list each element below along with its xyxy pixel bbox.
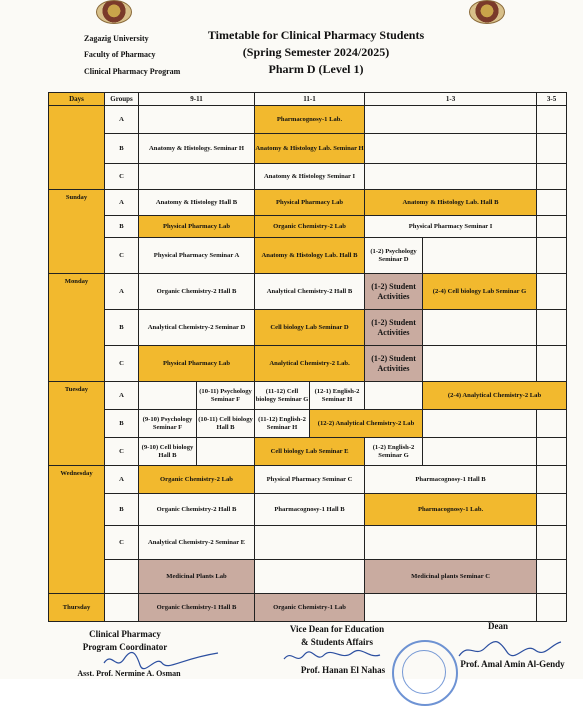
header-days: Days [49,93,105,106]
slot-cell [537,238,567,274]
faculty-logo [469,0,505,24]
faculty-name: Faculty of Pharmacy [84,50,156,59]
slot-cell: (1-2) Psychology Seminar D [365,238,423,274]
group-cell: B [105,310,139,346]
slot-cell [537,310,567,346]
slot-cell: Anatomy & Histology Seminar I [255,164,365,190]
dean-label: Dean [488,621,508,631]
coordinator-title-1: Clinical Pharmacy [89,629,161,639]
slot-cell: Analytical Chemistry-2 Lab. [255,346,365,382]
slot-cell [423,346,537,382]
group-cell: B [105,216,139,238]
slot-cell [537,190,567,216]
slot-cell [537,410,567,438]
slot-cell: (10-11) Cell biology Hall B [197,410,255,438]
timetable [48,92,567,622]
table-row [49,494,567,526]
slot-cell [537,594,567,622]
table-row [49,382,567,410]
slot-cell: (2-4) Cell biology Lab Seminar G [423,274,537,310]
table-row [49,410,567,438]
vice-dean-signature [282,647,382,667]
slot-cell: (9-10) Psychology Seminar F [139,410,197,438]
slot-cell [423,410,537,438]
slot-cell: Physical Pharmacy Seminar I [365,216,537,238]
slot-cell: (11-12) English-2 Seminar H [255,410,310,438]
slot-cell: (12-2) Analytical Chemistry-2 Lab [310,410,423,438]
group-cell: B [105,410,139,438]
official-stamp-inner [402,650,446,694]
slot-cell [365,134,537,164]
timetable-title: Timetable for Clinical Pharmacy Students [207,28,425,42]
slot-cell: (9-10) Cell biology Hall B [139,438,197,466]
slot-cell: Medicinal Plants Lab [139,560,255,594]
group-cell: A [105,190,139,216]
slot-cell [423,238,537,274]
slot-cell: (1-2) Student Activities [365,310,423,346]
level-title: Pharm D (Level 1) [268,62,364,76]
table-row [49,526,567,560]
slot-cell [255,560,365,594]
program-name: Clinical Pharmacy Program [84,67,181,76]
slot-cell: Analytical Chemistry-2 Seminar E [139,526,255,560]
header-11-1: 11-1 [255,93,365,106]
slot-cell [537,438,567,466]
slot-cell [537,274,567,310]
slot-cell: Pharmacognosy-1 Hall B [365,466,537,494]
slot-cell [365,594,537,622]
header-groups: Groups [105,93,139,106]
slot-cell [139,106,255,134]
slot-cell: Anatomy & Histology Lab. Hall B [365,190,537,216]
vice-dean-title-2: & Students Affairs [300,637,373,647]
day-cell-sunday: Sunday [49,190,105,274]
table-row [49,346,567,382]
slot-cell: Analytical Chemistry-2 Hall B [255,274,365,310]
slot-cell: Anatomy & Histology Lab. Seminar H [255,134,365,164]
group-cell: C [105,526,139,560]
slot-cell: (10-11) Psychology Seminar F [197,382,255,410]
slot-cell: Physical Pharmacy Lab [255,190,365,216]
university-name: Zagazig University [84,34,149,43]
day-cell-monday: Monday [49,274,105,382]
slot-cell: (1-2) Student Activities [365,346,423,382]
day-cell-wednesday: Wednesday [49,466,105,594]
semester-title: (Spring Semester 2024/2025) [242,45,390,59]
slot-cell: (2-4) Analytical Chemistry-2 Lab [423,382,567,410]
table-row [49,560,567,594]
slot-cell [537,346,567,382]
slot-cell: Cell biology Lab Seminar D [255,310,365,346]
header-1-3: 1-3 [365,93,537,106]
table-row [49,134,567,164]
header-3-5: 3-5 [537,93,567,106]
slot-cell: Medicinal plants Seminar C [365,560,537,594]
group-cell: A [105,274,139,310]
table-row [49,164,567,190]
slot-cell [537,560,567,594]
slot-cell: Organic Chemistry-2 Lab [255,216,365,238]
slot-cell: Organic Chemistry-2 Lab [139,466,255,494]
slot-cell [365,164,537,190]
table-row [49,466,567,494]
slot-cell [365,106,537,134]
slot-cell [537,466,567,494]
group-cell: C [105,438,139,466]
table-row [49,190,567,216]
slot-cell [255,526,365,560]
group-cell: A [105,106,139,134]
slot-cell: (1-2) Student Activities [365,274,423,310]
slot-cell [197,438,255,466]
group-cell: A [105,382,139,410]
group-cell: C [105,238,139,274]
coordinator-title-2: Program Coordinator [82,642,168,652]
slot-cell: Organic Chemistry-2 Hall B [139,274,255,310]
vice-dean-title-1: Vice Dean for Education [289,624,385,634]
slot-cell [139,382,197,410]
slot-cell [365,526,537,560]
slot-cell: Pharmacognosy-1 Lab. [365,494,537,526]
slot-cell: (11-12) Cell biology Seminar G [255,382,310,410]
group-cell [105,560,139,594]
slot-cell: Pharmacognosy-1 Hall B [255,494,365,526]
slot-cell: Anatomy & Histology Lab. Hall B [255,238,365,274]
slot-cell: Pharmacognosy-1 Lab. [255,106,365,134]
slot-cell: Cell biology Lab Seminar E [255,438,365,466]
group-cell: C [105,164,139,190]
group-cell [105,594,139,622]
table-row [49,310,567,346]
vice-dean-name: Prof. Hanan El Nahas [300,665,386,675]
slot-cell: Physical Pharmacy Lab [139,216,255,238]
table-row [49,238,567,274]
slot-cell [537,164,567,190]
group-cell: B [105,494,139,526]
slot-cell: Analytical Chemistry-2 Seminar D [139,310,255,346]
university-logo [96,0,132,24]
slot-cell [365,382,423,410]
slot-cell: Organic Chemistry-1 Hall B [139,594,255,622]
slot-cell: Physical Pharmacy Seminar A [139,238,255,274]
coordinator-signature [100,649,220,673]
table-row [49,438,567,466]
group-cell: A [105,466,139,494]
dean-signature [455,638,565,662]
dean-name: Prof. Amal Amin Al-Gendy [460,659,565,669]
slot-cell [423,310,537,346]
slot-cell: (12-1) English-2 Seminar H [310,382,365,410]
slot-cell [537,216,567,238]
slot-cell: Anatomy & Histology Hall B [139,190,255,216]
table-row [49,216,567,238]
day-cell-tuesday: Tuesday [49,382,105,466]
group-cell: C [105,346,139,382]
slot-cell: Physical Pharmacy Lab [139,346,255,382]
group-cell: B [105,134,139,164]
table-row [49,594,567,622]
coordinator-name: Asst. Prof. Nermine A. Osman [77,669,181,678]
day-cell-unlabeled [49,106,105,190]
table-row [49,106,567,134]
slot-cell [537,494,567,526]
slot-cell [537,526,567,560]
slot-cell: (1-2) English-2 Seminar G [365,438,423,466]
header-9-11: 9-11 [139,93,255,106]
table-row [49,274,567,310]
slot-cell: Organic Chemistry-2 Hall B [139,494,255,526]
day-cell-thursday: Thursday [49,594,105,622]
slot-cell: Organic Chemistry-1 Lab [255,594,365,622]
slot-cell: Anatomy & Histology. Seminar H [139,134,255,164]
slot-cell [423,438,537,466]
slot-cell [537,134,567,164]
slot-cell: Physical Pharmacy Seminar C [255,466,365,494]
slot-cell [139,164,255,190]
header-row [49,93,567,106]
slot-cell [537,106,567,134]
